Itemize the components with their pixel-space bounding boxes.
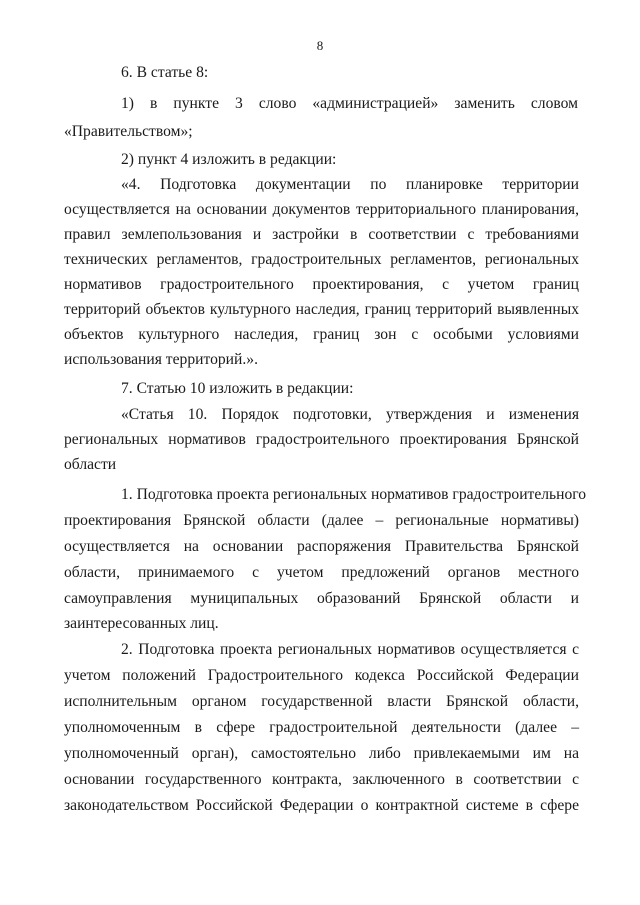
page-number: 8: [316, 38, 324, 53]
clause4-line4: технических регламентов, градостроительных регламентов, региональных: [64, 251, 579, 268]
clause4-line7: объектов культурного наследия, границ зон с особыми условиями: [64, 326, 579, 343]
clause4-line2: осуществляется на основании документов территориального планирования,: [64, 201, 579, 218]
article10-title-line2: региональных нормативов градостроительного проектирования Брянской: [64, 431, 579, 448]
article8-item1-line2: «Правительством»;: [64, 123, 193, 140]
clause4-line3: правил землепользования и застройки в соответствии с требованиями: [64, 226, 579, 243]
article10-p1-line6: заинтересованных лиц.: [64, 615, 219, 632]
article10-p2-line7: законодательством Российской Федерации о контрактной системе в сфере: [64, 797, 579, 814]
clause4-line1: «4. Подготовка документации по планировке территории: [121, 176, 579, 193]
article10-p2-line2: учетом положений Градостроительного кодекса Российской Федерации: [64, 667, 579, 684]
article10-p2-line5: уполномоченный орган), самостоятельно либо привлекаемыми им на: [64, 745, 579, 762]
article10-title-line3: области: [64, 456, 117, 473]
article10-p2-line6: основании государственного контракта, заключенного в соответствии с: [64, 771, 579, 788]
clause4-line8: использования территорий.».: [64, 351, 258, 368]
article10-p1-line1: 1. Подготовка проекта региональных нормативов градостроительного: [121, 486, 587, 503]
article10-p1-line2: проектирования Брянской области (далее – региональные нормативы): [64, 512, 579, 529]
article8-item2: 2) пункт 4 изложить в редакции:: [121, 151, 337, 168]
article8-heading: 6. В статье 8:: [121, 64, 209, 81]
article8-item1-line1: 1) в пункте 3 слово «администрацией» заменить словом: [121, 95, 578, 112]
article10-heading: 7. Статью 10 изложить в редакции:: [121, 380, 354, 397]
article10-p1-line4: области, принимаемого с учетом предложений органов местного: [64, 564, 579, 581]
article10-title-line1: «Статья 10. Порядок подготовки, утверждения и изменения: [121, 406, 579, 423]
clause4-line6: территорий объектов культурного наследия, границ территорий выявленных: [64, 301, 579, 318]
article10-p1-line5: самоуправления муниципальных образований Брянской области и: [64, 590, 579, 607]
article10-p2-line3: исполнительным органом государственной власти Брянской области,: [64, 693, 579, 710]
article10-p2-line4: уполномоченным в сфере градостроительной деятельности (далее –: [64, 719, 579, 736]
clause4-line5: нормативов градостроительного проектирования, с учетом границ: [64, 276, 579, 293]
article10-p1-line3: осуществляется на основании распоряжения Правительства Брянской: [64, 538, 579, 555]
article10-p2-line1: 2. Подготовка проекта региональных нормативов осуществляется с: [121, 641, 579, 658]
